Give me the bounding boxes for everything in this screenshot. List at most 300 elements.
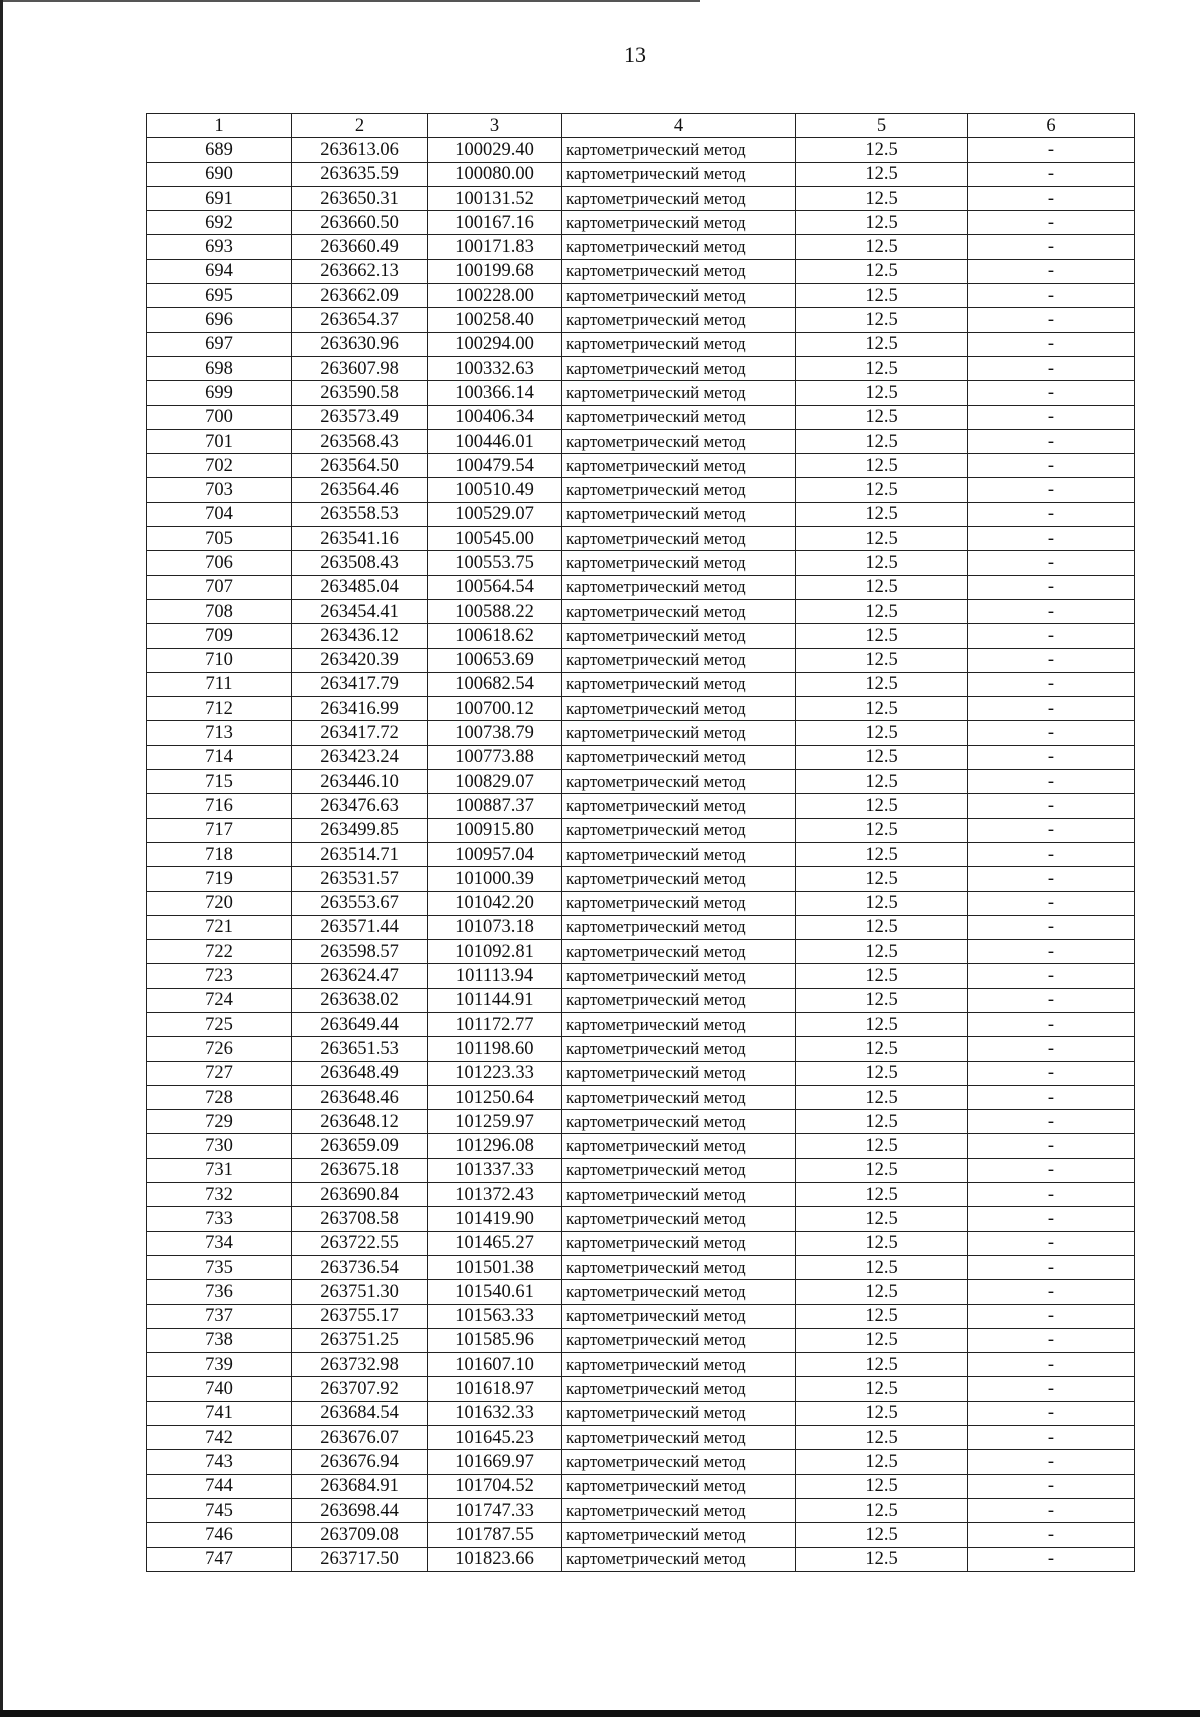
x-coordinate-cell: 263573.49 [292,405,428,429]
point-number-cell: 695 [147,284,292,308]
note-cell: - [968,162,1135,186]
x-coordinate-cell: 263648.46 [292,1085,428,1109]
accuracy-cell: 12.5 [796,1085,968,1109]
method-cell: картометрический метод [562,429,796,453]
point-number-cell: 738 [147,1328,292,1352]
x-coordinate-cell: 263751.25 [292,1328,428,1352]
method-cell: картометрический метод [562,1426,796,1450]
y-coordinate-cell: 101372.43 [428,1183,562,1207]
point-number-cell: 701 [147,429,292,453]
table-row [147,842,1135,866]
point-number-cell: 721 [147,915,292,939]
point-number-cell: 717 [147,818,292,842]
note-cell: - [968,915,1135,939]
y-coordinate-cell: 100446.01 [428,429,562,453]
table-row [147,818,1135,842]
note-cell: - [968,672,1135,696]
accuracy-cell: 12.5 [796,332,968,356]
method-cell: картометрический метод [562,1353,796,1377]
note-cell: - [968,138,1135,162]
y-coordinate-cell: 101337.33 [428,1158,562,1182]
accuracy-cell: 12.5 [796,502,968,526]
point-number-cell: 707 [147,575,292,599]
x-coordinate-cell: 263690.84 [292,1183,428,1207]
y-coordinate-cell: 100773.88 [428,745,562,769]
method-cell: картометрический метод [562,551,796,575]
point-number-cell: 709 [147,624,292,648]
column-header: 3 [428,114,562,138]
method-cell: картометрический метод [562,1134,796,1158]
method-cell: картометрический метод [562,1061,796,1085]
x-coordinate-cell: 263499.85 [292,818,428,842]
y-coordinate-cell: 101465.27 [428,1231,562,1255]
accuracy-cell: 12.5 [796,1110,968,1134]
note-cell: - [968,1401,1135,1425]
y-coordinate-cell: 101669.97 [428,1450,562,1474]
y-coordinate-cell: 101540.61 [428,1280,562,1304]
accuracy-cell: 12.5 [796,794,968,818]
x-coordinate-cell: 263648.49 [292,1061,428,1085]
method-cell: картометрический метод [562,1255,796,1279]
x-coordinate-cell: 263476.63 [292,794,428,818]
method-cell: картометрический метод [562,162,796,186]
note-cell: - [968,381,1135,405]
note-cell: - [968,332,1135,356]
table-row [147,599,1135,623]
accuracy-cell: 12.5 [796,697,968,721]
method-cell: картометрический метод [562,502,796,526]
note-cell: - [968,842,1135,866]
y-coordinate-cell: 100915.80 [428,818,562,842]
x-coordinate-cell: 263436.12 [292,624,428,648]
accuracy-cell: 12.5 [796,1547,968,1571]
table-row [147,332,1135,356]
point-number-cell: 725 [147,1012,292,1036]
y-coordinate-cell: 101042.20 [428,891,562,915]
x-coordinate-cell: 263675.18 [292,1158,428,1182]
x-coordinate-cell: 263553.67 [292,891,428,915]
accuracy-cell: 12.5 [796,162,968,186]
accuracy-cell: 12.5 [796,429,968,453]
note-cell: - [968,454,1135,478]
coordinates-table [146,113,1135,1572]
accuracy-cell: 12.5 [796,1523,968,1547]
x-coordinate-cell: 263676.07 [292,1426,428,1450]
x-coordinate-cell: 263722.55 [292,1231,428,1255]
y-coordinate-cell: 100131.52 [428,186,562,210]
x-coordinate-cell: 263709.08 [292,1523,428,1547]
table-row [147,891,1135,915]
y-coordinate-cell: 101563.33 [428,1304,562,1328]
accuracy-cell: 12.5 [796,1401,968,1425]
point-number-cell: 731 [147,1158,292,1182]
y-coordinate-cell: 101585.96 [428,1328,562,1352]
point-number-cell: 713 [147,721,292,745]
method-cell: картометрический метод [562,721,796,745]
table-row [147,1280,1135,1304]
x-coordinate-cell: 263662.13 [292,259,428,283]
x-coordinate-cell: 263662.09 [292,284,428,308]
point-number-cell: 704 [147,502,292,526]
point-number-cell: 733 [147,1207,292,1231]
y-coordinate-cell: 100258.40 [428,308,562,332]
point-number-cell: 722 [147,940,292,964]
point-number-cell: 706 [147,551,292,575]
x-coordinate-cell: 263564.46 [292,478,428,502]
accuracy-cell: 12.5 [796,1353,968,1377]
method-cell: картометрический метод [562,1110,796,1134]
x-coordinate-cell: 263514.71 [292,842,428,866]
y-coordinate-cell: 101704.52 [428,1474,562,1498]
note-cell: - [968,186,1135,210]
point-number-cell: 702 [147,454,292,478]
point-number-cell: 736 [147,1280,292,1304]
x-coordinate-cell: 263698.44 [292,1498,428,1522]
method-cell: картометрический метод [562,891,796,915]
point-number-cell: 737 [147,1304,292,1328]
accuracy-cell: 12.5 [796,721,968,745]
y-coordinate-cell: 100957.04 [428,842,562,866]
y-coordinate-cell: 100510.49 [428,478,562,502]
method-cell: картометрический метод [562,575,796,599]
table-row [147,1158,1135,1182]
scan-border-left [0,0,3,1717]
method-cell: картометрический метод [562,1547,796,1571]
y-coordinate-cell: 101250.64 [428,1085,562,1109]
method-cell: картометрический метод [562,211,796,235]
y-coordinate-cell: 101073.18 [428,915,562,939]
note-cell: - [968,745,1135,769]
table-row [147,770,1135,794]
point-number-cell: 703 [147,478,292,502]
x-coordinate-cell: 263598.57 [292,940,428,964]
method-cell: картометрический метод [562,818,796,842]
point-number-cell: 689 [147,138,292,162]
accuracy-cell: 12.5 [796,1183,968,1207]
point-number-cell: 723 [147,964,292,988]
accuracy-cell: 12.5 [796,259,968,283]
x-coordinate-cell: 263485.04 [292,575,428,599]
method-cell: картометрический метод [562,867,796,891]
y-coordinate-cell: 100829.07 [428,770,562,794]
y-coordinate-cell: 100199.68 [428,259,562,283]
accuracy-cell: 12.5 [796,964,968,988]
table-row [147,697,1135,721]
accuracy-cell: 12.5 [796,867,968,891]
x-coordinate-cell: 263650.31 [292,186,428,210]
note-cell: - [968,1450,1135,1474]
note-cell: - [968,818,1135,842]
x-coordinate-cell: 263736.54 [292,1255,428,1279]
accuracy-cell: 12.5 [796,770,968,794]
column-header: 1 [147,114,292,138]
table-row [147,1426,1135,1450]
note-cell: - [968,1012,1135,1036]
note-cell: - [968,1207,1135,1231]
y-coordinate-cell: 100167.16 [428,211,562,235]
accuracy-cell: 12.5 [796,1426,968,1450]
note-cell: - [968,648,1135,672]
point-number-cell: 727 [147,1061,292,1085]
x-coordinate-cell: 263651.53 [292,1037,428,1061]
note-cell: - [968,1547,1135,1571]
accuracy-cell: 12.5 [796,1304,968,1328]
column-header: 4 [562,114,796,138]
point-number-cell: 735 [147,1255,292,1279]
table-row [147,575,1135,599]
note-cell: - [968,429,1135,453]
point-number-cell: 720 [147,891,292,915]
method-cell: картометрический метод [562,624,796,648]
point-number-cell: 690 [147,162,292,186]
note-cell: - [968,624,1135,648]
table-row [147,211,1135,235]
table-row [147,721,1135,745]
y-coordinate-cell: 100029.40 [428,138,562,162]
table-row [147,988,1135,1012]
method-cell: картометрический метод [562,1183,796,1207]
x-coordinate-cell: 263613.06 [292,138,428,162]
table-row [147,624,1135,648]
x-coordinate-cell: 263416.99 [292,697,428,721]
method-cell: картометрический метод [562,964,796,988]
method-cell: картометрический метод [562,988,796,1012]
point-number-cell: 742 [147,1426,292,1450]
x-coordinate-cell: 263717.50 [292,1547,428,1571]
x-coordinate-cell: 263649.44 [292,1012,428,1036]
y-coordinate-cell: 100294.00 [428,332,562,356]
method-cell: картометрический метод [562,1328,796,1352]
method-cell: картометрический метод [562,478,796,502]
method-cell: картометрический метод [562,138,796,162]
accuracy-cell: 12.5 [796,1231,968,1255]
x-coordinate-cell: 263564.50 [292,454,428,478]
note-cell: - [968,308,1135,332]
accuracy-cell: 12.5 [796,818,968,842]
method-cell: картометрический метод [562,1231,796,1255]
note-cell: - [968,527,1135,551]
method-cell: картометрический метод [562,1377,796,1401]
table-row [147,1328,1135,1352]
note-cell: - [968,1158,1135,1182]
y-coordinate-cell: 101259.97 [428,1110,562,1134]
note-cell: - [968,259,1135,283]
note-cell: - [968,1255,1135,1279]
table-row [147,867,1135,891]
accuracy-cell: 12.5 [796,1328,968,1352]
note-cell: - [968,721,1135,745]
y-coordinate-cell: 100080.00 [428,162,562,186]
note-cell: - [968,988,1135,1012]
x-coordinate-cell: 263417.79 [292,672,428,696]
note-cell: - [968,599,1135,623]
table-row [147,138,1135,162]
method-cell: картометрический метод [562,1012,796,1036]
method-cell: картометрический метод [562,1037,796,1061]
method-cell: картометрический метод [562,1498,796,1522]
accuracy-cell: 12.5 [796,1450,968,1474]
y-coordinate-cell: 100529.07 [428,502,562,526]
point-number-cell: 715 [147,770,292,794]
note-cell: - [968,1231,1135,1255]
table-row [147,405,1135,429]
point-number-cell: 699 [147,381,292,405]
x-coordinate-cell: 263590.58 [292,381,428,405]
note-cell: - [968,1304,1135,1328]
table-row [147,915,1135,939]
note-cell: - [968,1426,1135,1450]
note-cell: - [968,356,1135,380]
note-cell: - [968,1523,1135,1547]
point-number-cell: 692 [147,211,292,235]
y-coordinate-cell: 101113.94 [428,964,562,988]
table-row [147,1523,1135,1547]
point-number-cell: 732 [147,1183,292,1207]
accuracy-cell: 12.5 [796,1498,968,1522]
accuracy-cell: 12.5 [796,1377,968,1401]
y-coordinate-cell: 101747.33 [428,1498,562,1522]
accuracy-cell: 12.5 [796,284,968,308]
x-coordinate-cell: 263707.92 [292,1377,428,1401]
column-header: 5 [796,114,968,138]
table-row [147,1304,1135,1328]
point-number-cell: 708 [147,599,292,623]
y-coordinate-cell: 101501.38 [428,1255,562,1279]
accuracy-cell: 12.5 [796,405,968,429]
x-coordinate-cell: 263751.30 [292,1280,428,1304]
x-coordinate-cell: 263423.24 [292,745,428,769]
note-cell: - [968,1498,1135,1522]
point-number-cell: 724 [147,988,292,1012]
table-row [147,794,1135,818]
table-row [147,1207,1135,1231]
table-row [147,1353,1135,1377]
table-row [147,1547,1135,1571]
method-cell: картометрический метод [562,235,796,259]
point-number-cell: 716 [147,794,292,818]
scan-border-top [0,0,700,2]
table-row [147,1255,1135,1279]
point-number-cell: 697 [147,332,292,356]
x-coordinate-cell: 263531.57 [292,867,428,891]
table-row [147,745,1135,769]
note-cell: - [968,940,1135,964]
y-coordinate-cell: 101000.39 [428,867,562,891]
accuracy-cell: 12.5 [796,1037,968,1061]
x-coordinate-cell: 263558.53 [292,502,428,526]
point-number-cell: 711 [147,672,292,696]
table-row [147,162,1135,186]
method-cell: картометрический метод [562,1158,796,1182]
method-cell: картометрический метод [562,186,796,210]
method-cell: картометрический метод [562,599,796,623]
accuracy-cell: 12.5 [796,672,968,696]
point-number-cell: 744 [147,1474,292,1498]
accuracy-cell: 12.5 [796,1012,968,1036]
note-cell: - [968,284,1135,308]
point-number-cell: 719 [147,867,292,891]
point-number-cell: 705 [147,527,292,551]
method-cell: картометрический метод [562,1401,796,1425]
y-coordinate-cell: 100553.75 [428,551,562,575]
table-row [147,284,1135,308]
point-number-cell: 739 [147,1353,292,1377]
x-coordinate-cell: 263638.02 [292,988,428,1012]
y-coordinate-cell: 101632.33 [428,1401,562,1425]
x-coordinate-cell: 263624.47 [292,964,428,988]
scan-border-bottom [0,1710,1200,1717]
y-coordinate-cell: 101419.90 [428,1207,562,1231]
table-row [147,1085,1135,1109]
accuracy-cell: 12.5 [796,575,968,599]
accuracy-cell: 12.5 [796,381,968,405]
accuracy-cell: 12.5 [796,1061,968,1085]
note-cell: - [968,1110,1135,1134]
point-number-cell: 696 [147,308,292,332]
method-cell: картометрический метод [562,940,796,964]
note-cell: - [968,211,1135,235]
table-row [147,1401,1135,1425]
y-coordinate-cell: 101645.23 [428,1426,562,1450]
table-row [147,235,1135,259]
method-cell: картометрический метод [562,1523,796,1547]
accuracy-cell: 12.5 [796,1134,968,1158]
accuracy-cell: 12.5 [796,599,968,623]
method-cell: картометрический метод [562,405,796,429]
method-cell: картометрический метод [562,915,796,939]
y-coordinate-cell: 101607.10 [428,1353,562,1377]
point-number-cell: 743 [147,1450,292,1474]
method-cell: картометрический метод [562,1474,796,1498]
y-coordinate-cell: 100564.54 [428,575,562,599]
y-coordinate-cell: 100682.54 [428,672,562,696]
accuracy-cell: 12.5 [796,138,968,162]
table-row [147,381,1135,405]
table-row [147,356,1135,380]
x-coordinate-cell: 263568.43 [292,429,428,453]
table-row [147,454,1135,478]
method-cell: картометрический метод [562,308,796,332]
table-row [147,1110,1135,1134]
y-coordinate-cell: 101172.77 [428,1012,562,1036]
accuracy-cell: 12.5 [796,940,968,964]
note-cell: - [968,405,1135,429]
accuracy-cell: 12.5 [796,186,968,210]
x-coordinate-cell: 263508.43 [292,551,428,575]
y-coordinate-cell: 100479.54 [428,454,562,478]
note-cell: - [968,478,1135,502]
y-coordinate-cell: 101823.66 [428,1547,562,1571]
point-number-cell: 698 [147,356,292,380]
accuracy-cell: 12.5 [796,356,968,380]
point-number-cell: 740 [147,1377,292,1401]
point-number-cell: 691 [147,186,292,210]
y-coordinate-cell: 101296.08 [428,1134,562,1158]
note-cell: - [968,891,1135,915]
point-number-cell: 730 [147,1134,292,1158]
method-cell: картометрический метод [562,1085,796,1109]
x-coordinate-cell: 263417.72 [292,721,428,745]
note-cell: - [968,1183,1135,1207]
point-number-cell: 741 [147,1401,292,1425]
point-number-cell: 718 [147,842,292,866]
y-coordinate-cell: 100887.37 [428,794,562,818]
x-coordinate-cell: 263541.16 [292,527,428,551]
accuracy-cell: 12.5 [796,478,968,502]
table-row [147,478,1135,502]
x-coordinate-cell: 263420.39 [292,648,428,672]
point-number-cell: 712 [147,697,292,721]
